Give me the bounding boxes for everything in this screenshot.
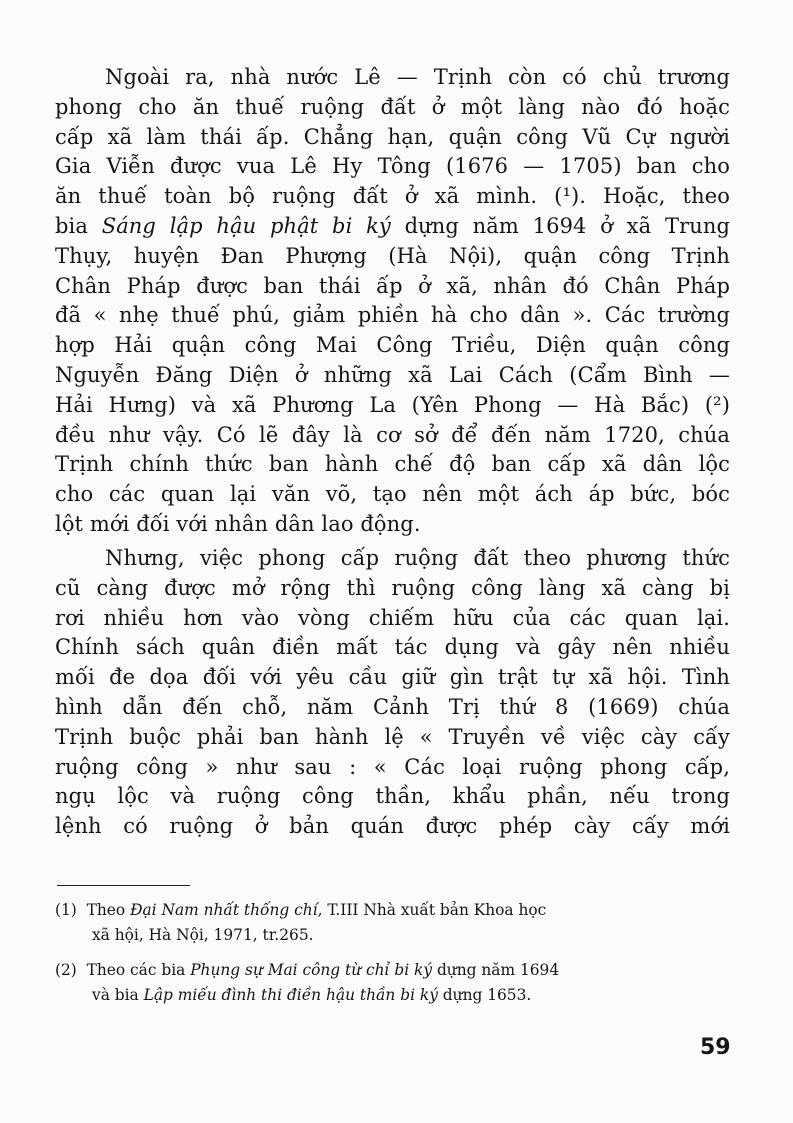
text-line: Gia Viễn được vua Lê Hy Tông (1676 — 1705) ban cho xyxy=(55,154,730,179)
text-line: ruộng công » như sau : « Các loại ruộng phong cấp, xyxy=(55,754,730,779)
footnote-line: xã hội, Hà Nội, 1971, tr.265. xyxy=(92,925,314,944)
footnote-title: Phụng sự Mai công từ chỉ bi ký xyxy=(190,961,433,979)
footnote-text: dựng năm 1694 xyxy=(432,961,560,979)
text-line: Chính sách quân điền mất tác dụng và gây nên nhiều xyxy=(55,635,730,660)
footnote-marker: (2) xyxy=(55,961,77,979)
text-line: Chân Pháp được ban thái ấp ở xã, nhân đó Chân Pháp xyxy=(55,273,730,298)
paragraph-2 xyxy=(55,544,730,842)
text-line: mối đe dọa đối với yêu cầu giữ gìn trật tự xã hội. Tình xyxy=(55,665,730,690)
footnote-line xyxy=(55,898,735,923)
text-line: hợp Hải quận công Mai Công Triều, Diện quận công xyxy=(55,333,730,358)
text-line: đã « nhẹ thuế phú, giảm phiền hà cho dân ». Các trường xyxy=(55,303,730,328)
text-line: cho các quan lại văn võ, tạo nên một ách áp bức, bóc xyxy=(55,482,730,507)
footnote-divider xyxy=(57,885,190,886)
text-line: Trịnh chính thức ban hành chế độ ban cấp xã dân lộc xyxy=(55,452,730,477)
footnote-line xyxy=(55,958,735,983)
text-line: hình dẫn đến chỗ, năm Cảnh Trị thứ 8 (1669) chúa xyxy=(55,694,730,719)
text-line: ăn thuế toàn bộ ruộng đất ở xã mình. (¹). Hoặc, theo xyxy=(55,184,730,209)
text-line: bia Sáng lập hậu phật bi ký dựng năm 1694 ở xã Trung xyxy=(55,213,730,238)
text-line: Nhưng, việc phong cấp ruộng đất theo phương thức xyxy=(105,546,730,570)
text-line: Thụy, huyện Đan Phượng (Hà Nội), quận công Trịnh xyxy=(55,243,730,268)
inline-title: Sáng lập hậu phật bi ký xyxy=(101,213,391,238)
footnote-text: Theo các bia xyxy=(86,961,191,979)
footnote-text: và bia xyxy=(92,985,144,1004)
text-line: cũ càng được mở rộng thì ruộng công làng xã càng bị xyxy=(55,575,730,600)
footnote-line xyxy=(55,983,735,1008)
text-line: đều như vậy. Có lẽ đây là cơ sở để đến năm 1720, chúa xyxy=(55,422,730,447)
text-line: Trịnh buộc phải ban hành lệ « Truyền về việc cày cấy xyxy=(55,724,730,749)
footnote-text: , T.III Nhà xuất bản Khoa học xyxy=(317,901,547,919)
text-line: Nguyễn Đăng Diện ở những xã Lai Cách (Cẩm Bình — xyxy=(55,362,730,387)
text-line: phong cho ăn thuế ruộng đất ở một làng nào đó hoặc xyxy=(55,94,730,119)
text-line: Ngoài ra, nhà nước Lê — Trịnh còn có chủ trương xyxy=(105,65,730,89)
text-line: Hải Hưng) và xã Phương La (Yên Phong — Hà Bắc) (²) xyxy=(55,392,730,417)
page-number: 59 xyxy=(700,1035,731,1060)
text-line: lệnh có ruộng ở bản quán được phép cày cấy mới xyxy=(55,814,730,839)
text-line: rơi nhiều hơn vào vòng chiếm hữu của các quan lại. xyxy=(55,605,730,630)
footnote-2 xyxy=(55,958,735,1007)
footnote-marker: (1) xyxy=(55,901,77,919)
text-line: cấp xã làm thái ấp. Chẳng hạn, quận công Vũ Cự người xyxy=(55,124,730,149)
footnote-text: Theo xyxy=(86,901,131,919)
footnote-1 xyxy=(55,898,735,947)
paragraph-1 xyxy=(55,63,730,540)
footnote-title: Đại Nam nhất thống chí xyxy=(130,901,318,919)
text-line: ngụ lộc và ruộng công thần, khẩu phần, nếu trong xyxy=(55,784,730,809)
text-line: lột mới đối với nhân dân lao động. xyxy=(55,511,421,536)
footnote-text: dựng 1653. xyxy=(437,985,532,1004)
footnote-title: Lập miếu đình thi điền hậu thần bi ký xyxy=(143,985,438,1004)
